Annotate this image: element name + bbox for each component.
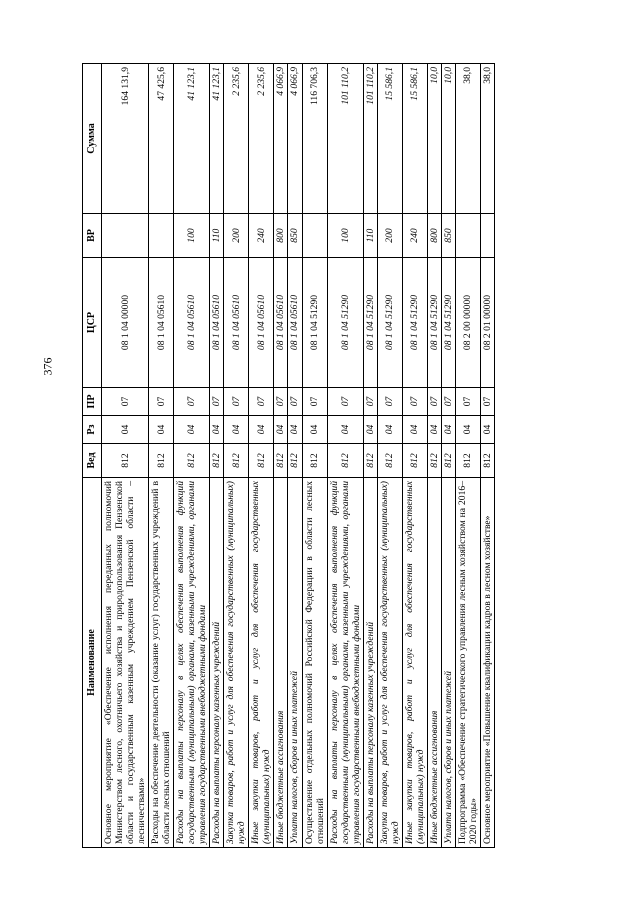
cell-pr: 07: [441, 388, 455, 416]
cell-rz: 04: [249, 416, 274, 444]
cell-rz: 04: [480, 416, 494, 444]
cell-name: Основное мероприятие «Повышение квалификации кадров в лесном хозяйстве»: [480, 478, 494, 848]
cell-pr: 07: [149, 388, 174, 416]
header-ved: Вед: [83, 444, 102, 478]
cell-sum: 10,0: [441, 64, 455, 214]
cell-sum: 47 425,6: [149, 64, 174, 214]
table-row: [288, 64, 302, 848]
table-row: [377, 64, 402, 848]
table-row: [224, 64, 249, 848]
cell-rz: 04: [224, 416, 249, 444]
cell-name: Расходы на выплаты персоналу в целях обеспечения выполнения функций государственными (муниципальными) органами, казенными учреждениями, органами управления государственными внебюджетными фондами: [174, 478, 210, 848]
cell-rz: 04: [455, 416, 480, 444]
cell-csr: 08 1 04 05610: [149, 258, 174, 388]
cell-sum: 2 235,6: [224, 64, 249, 214]
cell-rz: 04: [274, 416, 288, 444]
table-row: [302, 64, 327, 848]
cell-sum: 15 586,1: [402, 64, 427, 214]
header-vr: ВР: [83, 214, 102, 258]
cell-ved: 812: [377, 444, 402, 478]
cell-vr: [149, 214, 174, 258]
budget-table: [82, 63, 495, 848]
header-rz: Рз: [83, 416, 102, 444]
table-row: [402, 64, 427, 848]
cell-vr: [480, 214, 494, 258]
cell-name: Осуществление отдельных полномочий Российской Федерации в области лесных отношений: [302, 478, 327, 848]
table-row: [249, 64, 274, 848]
cell-rz: 04: [427, 416, 441, 444]
cell-name: Основное мероприятие «Обеспечение исполнения переданных полномочий Министерством лесного, охотничьего хозяйства и природопользования Пензенской области и государственным казенным учреждением Пензенской области – лесничествами»: [102, 478, 149, 848]
cell-csr: 08 1 04 51290: [377, 258, 402, 388]
cell-ved: 812: [102, 444, 149, 478]
cell-rz: 04: [377, 416, 402, 444]
cell-ved: 812: [174, 444, 210, 478]
table-row: [174, 64, 210, 848]
table-row: [327, 64, 363, 848]
cell-vr: 110: [210, 214, 224, 258]
cell-sum: 101 110,2: [327, 64, 363, 214]
cell-pr: 07: [327, 388, 363, 416]
header-name: Наименование: [83, 478, 102, 848]
table-row: [427, 64, 441, 848]
cell-name: Закупка товаров, работ и услуг для обеспечения государственных (муниципальных) нужд: [224, 478, 249, 848]
rotated-table-container: [82, 64, 556, 848]
header-sum: Сумма: [83, 64, 102, 214]
cell-name: Иные бюджетные ассигнования: [427, 478, 441, 848]
cell-pr: 07: [427, 388, 441, 416]
cell-sum: 38,0: [480, 64, 494, 214]
cell-rz: 04: [149, 416, 174, 444]
table-body: [102, 64, 495, 848]
cell-vr: 850: [288, 214, 302, 258]
cell-csr: 08 1 04 51290: [302, 258, 327, 388]
cell-name: Иные бюджетные ассигнования: [274, 478, 288, 848]
cell-sum: 10,0: [427, 64, 441, 214]
cell-sum: 41 123,1: [210, 64, 224, 214]
table-row: [363, 64, 377, 848]
cell-name: Расходы на выплаты персоналу казенных учреждений: [210, 478, 224, 848]
cell-pr: 07: [224, 388, 249, 416]
cell-pr: 07: [455, 388, 480, 416]
cell-csr: 08 1 04 51290: [427, 258, 441, 388]
cell-pr: 07: [302, 388, 327, 416]
cell-vr: 100: [327, 214, 363, 258]
cell-ved: 812: [327, 444, 363, 478]
cell-vr: [102, 214, 149, 258]
cell-rz: 04: [327, 416, 363, 444]
cell-csr: 08 1 04 05610: [210, 258, 224, 388]
cell-ved: 812: [288, 444, 302, 478]
cell-sum: 4 066,9: [274, 64, 288, 214]
cell-name: Иные закупки товаров, работ и услуг для обеспечения государственных (муниципальных) нужд: [249, 478, 274, 848]
cell-pr: 07: [288, 388, 302, 416]
cell-sum: 38,0: [455, 64, 480, 214]
table-row: [441, 64, 455, 848]
cell-pr: 07: [274, 388, 288, 416]
cell-pr: 07: [480, 388, 494, 416]
cell-csr: 08 1 04 05610: [288, 258, 302, 388]
table-header-row: [83, 64, 102, 848]
cell-pr: 07: [249, 388, 274, 416]
cell-name: Уплата налогов, сборов и иных платежей: [441, 478, 455, 848]
cell-pr: 07: [377, 388, 402, 416]
cell-name: Уплата налогов, сборов и иных платежей: [288, 478, 302, 848]
cell-rz: 04: [288, 416, 302, 444]
cell-rz: 04: [302, 416, 327, 444]
cell-csr: 08 1 04 51290: [363, 258, 377, 388]
cell-csr: 08 1 04 51290: [441, 258, 455, 388]
cell-sum: 4 066,9: [288, 64, 302, 214]
cell-ved: 812: [210, 444, 224, 478]
cell-sum: 41 123,1: [174, 64, 210, 214]
cell-pr: 07: [174, 388, 210, 416]
cell-ved: 812: [455, 444, 480, 478]
cell-csr: 08 1 04 05610: [224, 258, 249, 388]
cell-ved: 812: [402, 444, 427, 478]
cell-rz: 04: [441, 416, 455, 444]
cell-csr: 08 1 04 51290: [327, 258, 363, 388]
cell-csr: 08 1 04 00000: [102, 258, 149, 388]
cell-vr: 800: [274, 214, 288, 258]
cell-rz: 04: [210, 416, 224, 444]
cell-csr: 08 1 04 05610: [174, 258, 210, 388]
cell-rz: 04: [174, 416, 210, 444]
cell-pr: 07: [210, 388, 224, 416]
cell-ved: 812: [441, 444, 455, 478]
cell-name: Подпрограмма «Обеспечение стратегического управления лесным хозяйством на 2016–2020 годы»: [455, 478, 480, 848]
cell-vr: 200: [224, 214, 249, 258]
header-csr: ЦСР: [83, 258, 102, 388]
cell-sum: 116 706,3: [302, 64, 327, 214]
cell-csr: 08 2 01 00000: [480, 258, 494, 388]
page-number: [36, 348, 60, 384]
cell-vr: 850: [441, 214, 455, 258]
table-row: [210, 64, 224, 848]
cell-name: Иные закупки товаров, работ и услуг для обеспечения государственных (муниципальных) нужд: [402, 478, 427, 848]
cell-rz: 04: [402, 416, 427, 444]
cell-ved: 812: [224, 444, 249, 478]
cell-vr: [455, 214, 480, 258]
table-row: [102, 64, 149, 848]
cell-vr: 240: [402, 214, 427, 258]
header-pr: ПР: [83, 388, 102, 416]
cell-csr: 08 1 04 51290: [402, 258, 427, 388]
cell-csr: 08 1 04 05610: [249, 258, 274, 388]
cell-name: Расходы на выплаты персоналу казенных учреждений: [363, 478, 377, 848]
cell-rz: 04: [102, 416, 149, 444]
table-row: [274, 64, 288, 848]
cell-pr: 07: [363, 388, 377, 416]
cell-pr: 07: [402, 388, 427, 416]
cell-name: Расходы на выплаты персоналу в целях обеспечения выполнения функций государственными (муниципальными) органами, казенными учреждениями, органами управления государственными внебюджетными фондами: [327, 478, 363, 848]
cell-sum: 15 586,1: [377, 64, 402, 214]
table-row: [149, 64, 174, 848]
cell-vr: 100: [174, 214, 210, 258]
cell-vr: 800: [427, 214, 441, 258]
cell-vr: 240: [249, 214, 274, 258]
cell-ved: 812: [149, 444, 174, 478]
cell-ved: 812: [480, 444, 494, 478]
cell-sum: 101 110,2: [363, 64, 377, 214]
cell-rz: 04: [363, 416, 377, 444]
cell-sum: 2 235,6: [249, 64, 274, 214]
page-number-text: 376: [40, 357, 55, 375]
cell-vr: 200: [377, 214, 402, 258]
table-row: [480, 64, 494, 848]
cell-pr: 07: [102, 388, 149, 416]
cell-ved: 812: [427, 444, 441, 478]
cell-ved: 812: [249, 444, 274, 478]
cell-ved: 812: [274, 444, 288, 478]
cell-ved: 812: [302, 444, 327, 478]
cell-name: Закупка товаров, работ и услуг для обеспечения государственных (муниципальных) нужд: [377, 478, 402, 848]
table-row: [455, 64, 480, 848]
cell-name: Расходы на обеспечение деятельности (оказание услуг) государственных учреждений в области лесных отношений: [149, 478, 174, 848]
cell-vr: 110: [363, 214, 377, 258]
cell-csr: 08 2 00 00000: [455, 258, 480, 388]
cell-sum: 164 131,9: [102, 64, 149, 214]
cell-csr: 08 1 04 05610: [274, 258, 288, 388]
cell-ved: 812: [363, 444, 377, 478]
cell-vr: [302, 214, 327, 258]
